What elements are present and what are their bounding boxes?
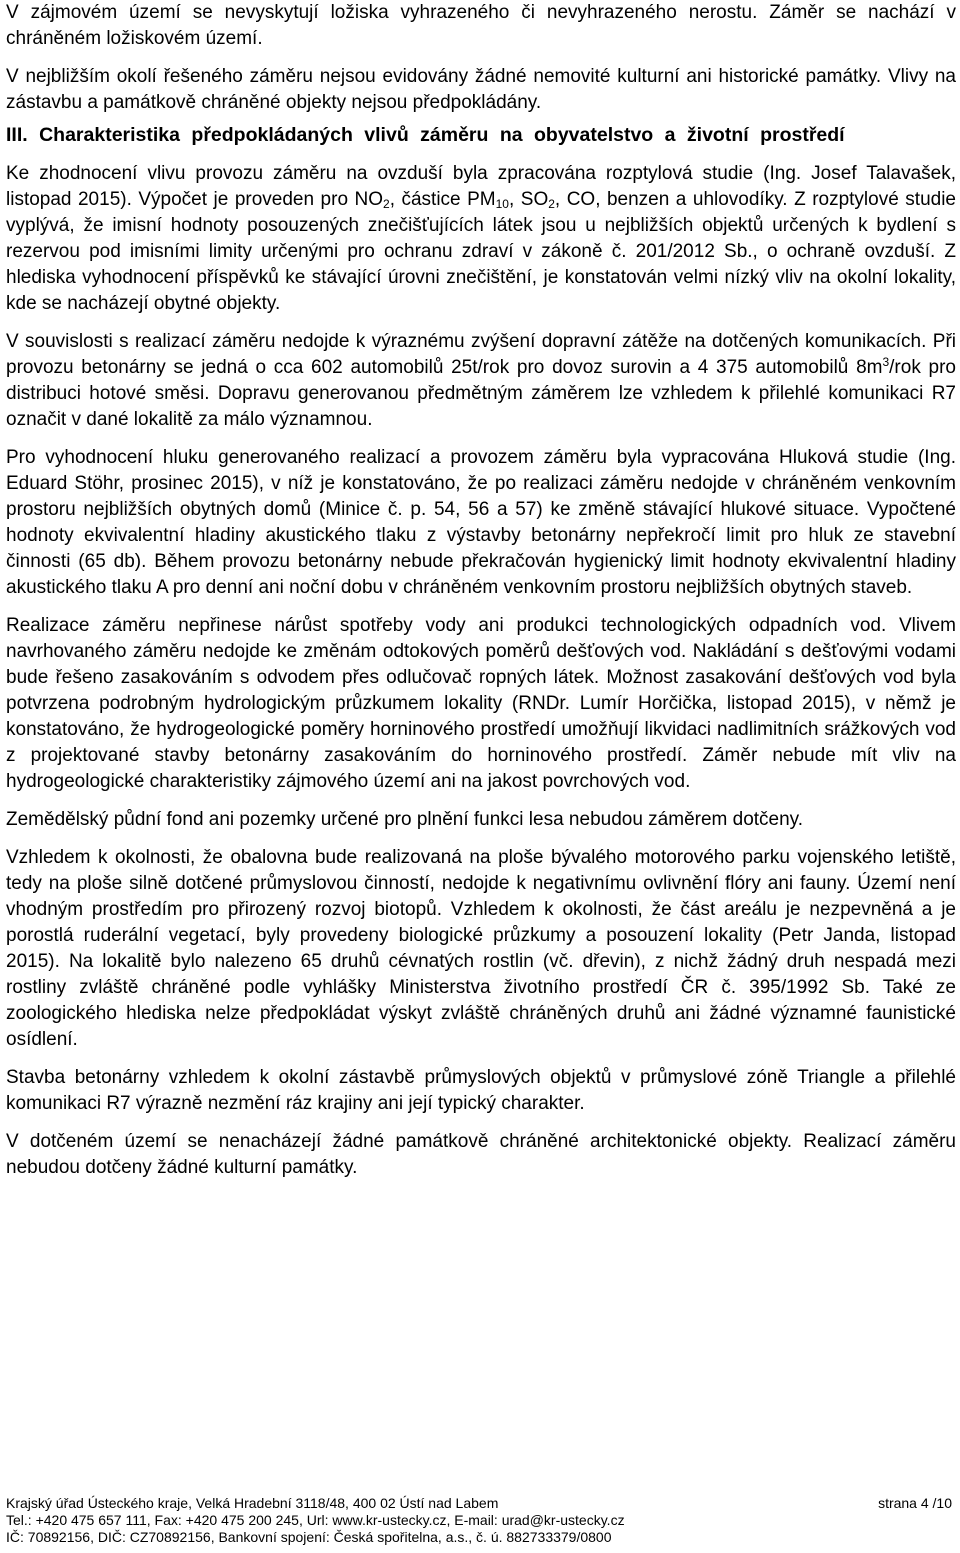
paragraph-traffic: V souvislosti s realizací záměru nedojde k výraznému zvýšení dopravní zátěže na dotčených komunikacích. Při provozu betonárny se jedná o cca 602 automobilů 25t/rok pro dovoz surovin a 4 375 automobilů $8m^3$/rok pro distribuci hotové směsi. Dopravu generovanou předmětným záměrem lze vzhledem k přilehlé komunikaci R7 označit v dané lokalitě za málo významnou. xyxy=(6,331,956,430)
paragraph-cultural-monuments: V nejbližším okolí řešeného záměru nejsou evidovány žádné nemovité kulturní ani historické památky. Vlivy na zástavbu a památkově chráněné objekty nejsou předpokládány. xyxy=(6,66,956,113)
paragraph-mineral-deposits: V zájmovém území se nevyskytují ložiska vyhrazeného či nevyhrazeného nerostu. Záměr se nachází v chráněném ložiskovém území. xyxy=(6,2,956,49)
page-footer xyxy=(6,1495,952,1546)
paragraph-water: Realizace záměru nepřinese nárůst spotřeby vody ani produkci technologických odpadních vod. Vlivem navrhovaného záměru nedojde ke změnám odtokových poměrů dešťových vod. Nakládání s dešťovými vodami bude řešeno zasakováním s odvodem přes odlučovač ropných látek. Možnost zasakování dešťových vod byla potvrzena podrobným hydrologickým průzkumem lokality (RNDr. Lumír Horčička, listopad 2015), v němž je konstatováno, že hydrogeologické poměry horninového prostředí umožňují likvidaci nadlimitních srážkových vod z projektované stavby betonárny zasakováním do horninového prostředí. Záměr nebude mít vliv na hydrogeologické charakteristiky zájmového území ani na jakost povrchových vod. xyxy=(6,615,956,792)
footer-row-address xyxy=(6,1495,952,1512)
footer-contact: Tel.: +420 475 657 111, Fax: +420 475 200 245, Url: www.kr-ustecky.cz, E-mail: urad@kr-ustecky.cz xyxy=(6,1512,625,1528)
section-heading: III. Charakteristika předpokládaných vlivů záměru na obyvatelstvo a životní prostředí xyxy=(6,124,845,146)
page-number: strana 4 /10 xyxy=(878,1495,952,1511)
paragraph-agricultural-land: Zemědělský půdní fond ani pozemky určené pro plnění funkci lesa nebudou záměrem dotčeny. xyxy=(6,809,804,830)
footer-address: Krajský úřad Ústeckého kraje, Velká Hradební 3118/48, 400 02 Ústí nad Labem xyxy=(6,1495,499,1511)
footer-ids: IČ: 70892156, DIČ: CZ70892156, Bankovní spojení: Česká spořitelna, a.s., č. ú. 882733379/0800 xyxy=(6,1529,612,1545)
paragraph-air-quality: Ke zhodnocení vlivu provozu záměru na ovzduší byla zpracována rozptylová studie (Ing. Josef Talavašek, listopad 2015). Výpočet je proveden pro $NO_2$, částice $PM_{10}$, $SO_2$, CO, benzen a uhlovodíky. Z rozptylové studie vyplývá, že imisní hodnoty posouzených znečišťujících látek jsou u nejbližších objektů určených k bydlení s rezervou pod imisními limity určenými pro ochranu zdraví v zákoně č. 201/2012 Sb., o ochraně ovzduší. Z hlediska vyhodnocení příspěvků ke stávající úrovni znečištění, je konstatován velmi nízký vliv na okolní lokality, kde se nacházejí obytné objekty. xyxy=(6,163,956,314)
paragraph-monuments: V dotčeném území se nenacházejí žádné památkově chráněné architektonické objekty. Realizací záměru nebudou dotčeny žádné kulturní památky. xyxy=(6,1131,956,1178)
document-page xyxy=(6,0,956,1181)
paragraph-landscape: Stavba betonárny vzhledem k okolní zástavbě průmyslových objektů v průmyslové zóně Triangle a přilehlé komunikaci R7 výrazně nezmění ráz krajiny ani její typický charakter. xyxy=(6,1067,956,1114)
paragraph-flora-fauna: Vzhledem k okolnosti, že obalovna bude realizovaná na ploše bývalého motorového parku vojenského letiště, tedy na ploše silně dotčené průmyslovou činností, nedojde k negativnímu ovlivnění flóry ani fauny. Území není vhodným prostředím pro přirozený rozvoj biotopů. Vzhledem k okolnosti, že část areálu je nezpevněná a je porostlá ruderální vegetací, byly provedeny biologické průzkumy a posouzení lokality (Petr Janda, listopad 2015). Na lokalitě bylo nalezeno 65 druhů cévnatých rostlin (vč. dřevin), z nichž žádný druh nespadá mezi rostliny zvláště chráněné podle vyhlášky Ministerstva životního prostředí ČR č. 395/1992 Sb. Také ze zoologického hlediska nelze předpokládat výskyt zvláště chráněných druhů ani žádné významné faunistické osídlení. xyxy=(6,847,956,1050)
paragraph-noise: Pro vyhodnocení hluku generovaného realizací a provozem záměru byla vypracována Hluková studie (Ing. Eduard Stöhr, prosinec 2015), v níž je konstatováno, že po realizaci záměru nedojde v chráněném venkovním prostoru nejbližších obytných domů (Minice č. p. 54, 56 a 57) ke změně stávající hlukové situace. Vypočtené hodnoty ekvivalentní hladiny akustického tlaku z výstavby betonárny nepřekročí limit pro hluk ze stavební činnosti (65 db). Během provozu betonárny nebude překračován hygienický limit hodnoty ekvivalentní hladiny akustického tlaku A pro denní ani noční dobu v chráněném venkovním prostoru nejbližších obytných staveb. xyxy=(6,447,956,598)
